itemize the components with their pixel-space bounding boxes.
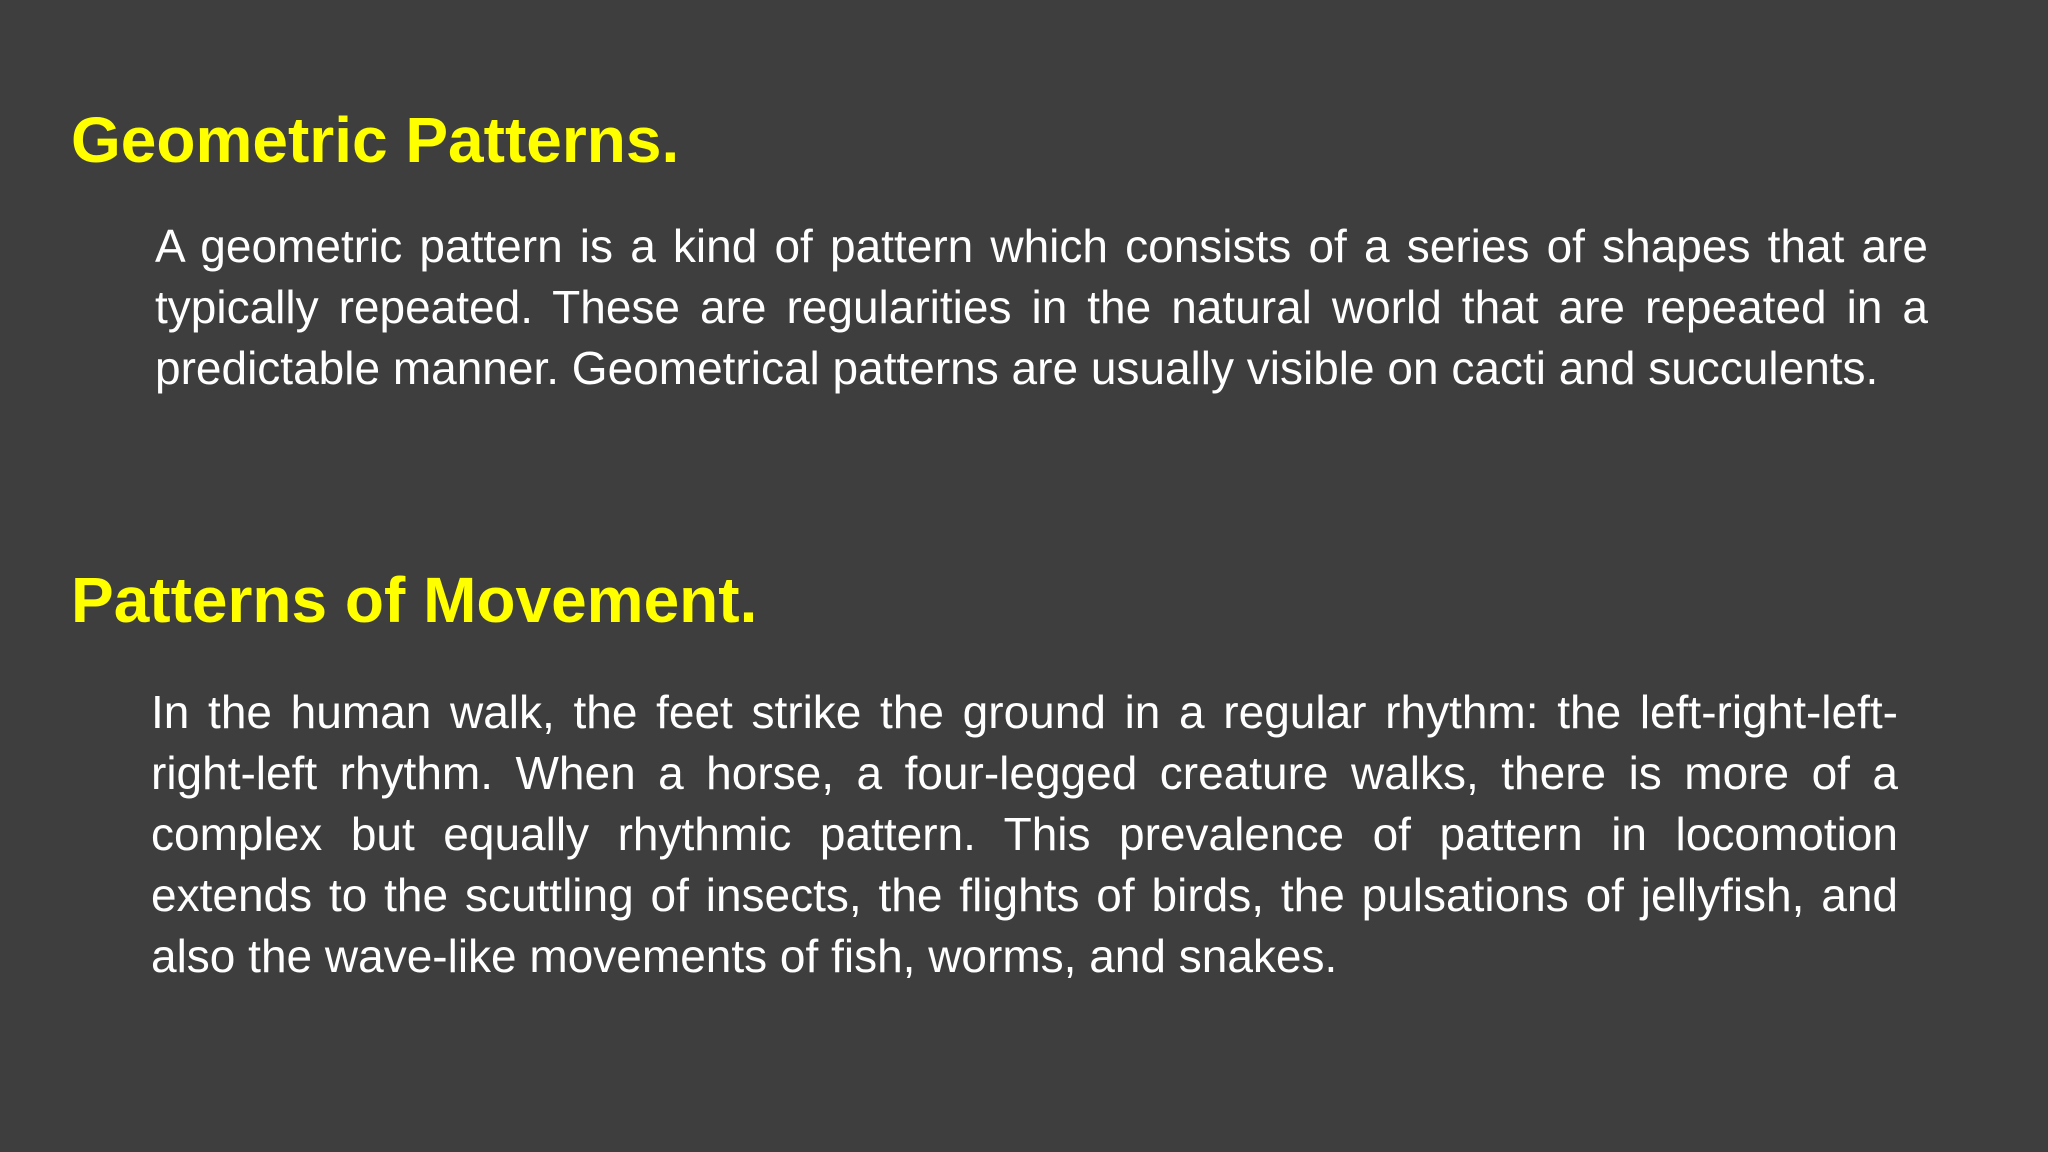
paragraph-geometric-patterns: A geometric pattern is a kind of pattern which consists of a series of shapes that are typically repeated. These are regularities in the natural world that are repeated in a predictable manner. Geometrical patterns are usually visible on cacti and succulents. — [155, 220, 1928, 394]
paragraph-patterns-of-movement: In the human walk, the feet strike the ground in a regular rhythm: the left-right-left-right-left rhythm. When a horse, a four-legged creature walks, there is more of a complex but equally rhythmic pattern. This prevalence of pattern in locomotion extends to the scuttling of insects, the flights of birds, the pulsations of jellyfish, and also the wave-like movements of fish, worms, and snakes. — [151, 686, 1898, 982]
heading-patterns-of-movement: Patterns of Movement. — [71, 564, 758, 636]
heading-geometric-patterns: Geometric Patterns. — [71, 104, 680, 176]
